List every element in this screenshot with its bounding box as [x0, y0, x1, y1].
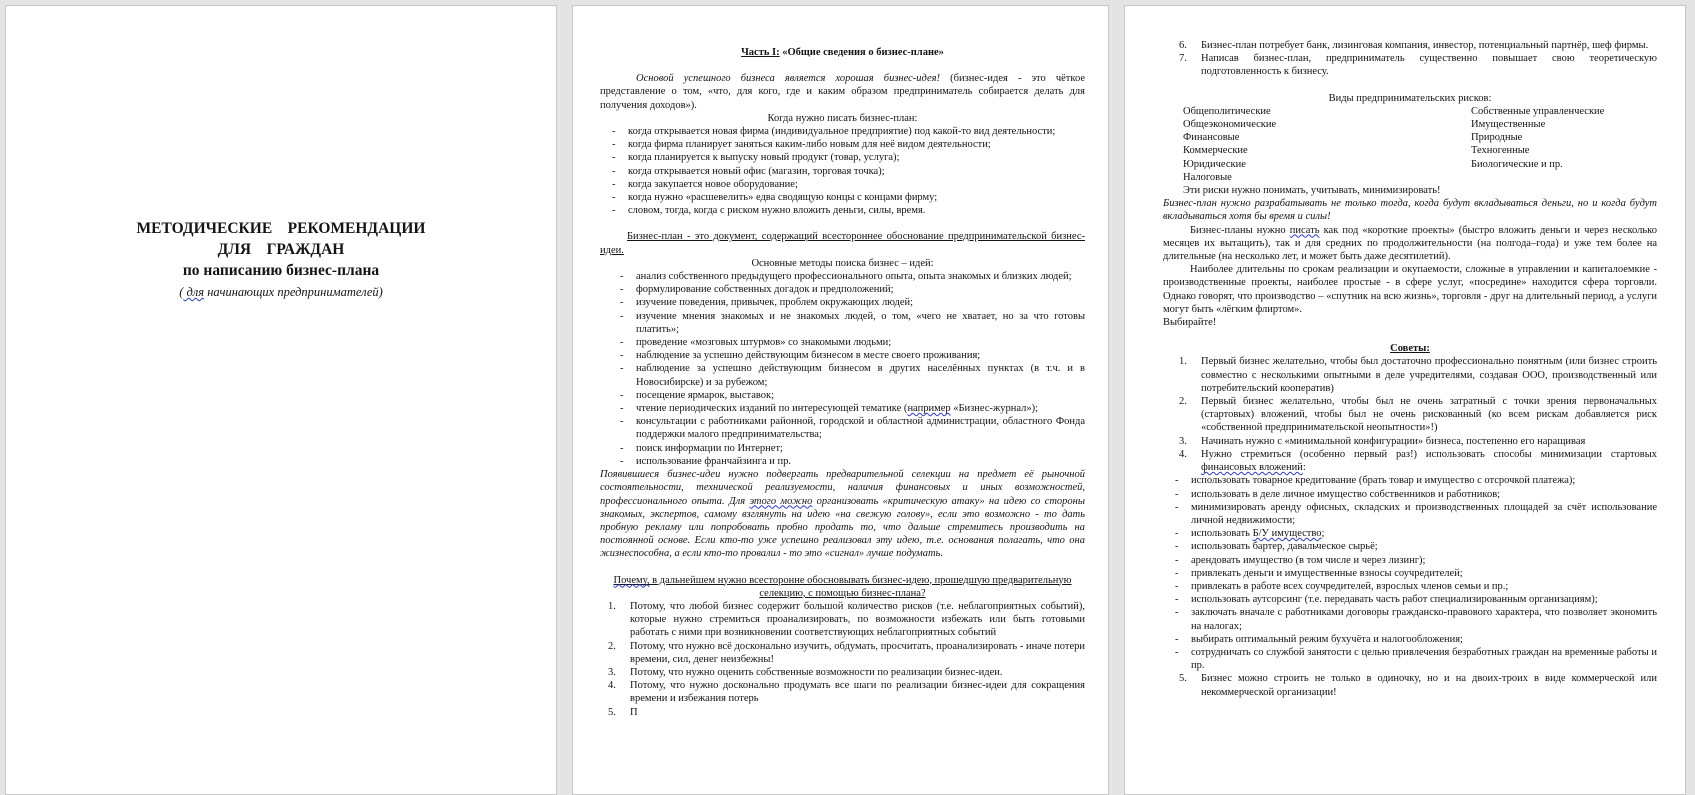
list-item-text: когда открывается новая фирма (индивидуальное предприятие) под какой-то вид деятельности; [628, 126, 1056, 138]
list-item-text: когда открывается новый офис (магазин, торговая точка); [628, 165, 885, 177]
title-line-2: ДЛЯ ГРАЖДАН [217, 241, 345, 258]
dash-marker: - [612, 139, 616, 151]
numbered-item [608, 640, 1085, 666]
list-item [612, 165, 1085, 178]
number-marker: 4. [1179, 448, 1187, 460]
list-item [612, 125, 1085, 138]
list-item-text: привлекать деньги и имущественные взносы соучредителей; [1191, 567, 1463, 579]
list-item-text: использование франчайзинга и пр. [636, 455, 791, 467]
list-item-text: когда фирма планирует заняться каким-либо новым для неё видом деятельности; [628, 139, 991, 151]
text-segment: использовать [1191, 528, 1253, 540]
text-segment: : [1302, 462, 1306, 474]
list-item-text: проведение «мозговых штурмов» со знакомыми людьми; [636, 337, 892, 349]
risk-type: Собственные управленческие [1471, 105, 1605, 117]
numbered-item [1179, 52, 1657, 78]
list-item-text: использовать аутсорсинг (т.е. передавать часть работ специализированным организациям); [1191, 594, 1598, 606]
list-item [620, 336, 1085, 349]
list-item [620, 442, 1085, 455]
subtitle-rest: начинающих предпринимателей) [204, 285, 383, 299]
numbered-item [1179, 395, 1657, 435]
list-item-text: наблюдение за успешно действующим бизнесом в других населённых пунктах (в т.ч. и в Новосибирске) и за рубежом; [636, 363, 1085, 388]
list-item [620, 455, 1085, 468]
risk-type: Биологические и пр. [1471, 158, 1563, 170]
list-item-text: минимизировать аренду офисных, складских и производственных площадей за счёт использование личной недвижимости; [1191, 501, 1657, 526]
dash-marker: - [620, 350, 624, 362]
risks-note: Эти риски нужно понимать, учитывать, минимизировать! [1183, 185, 1441, 197]
numbered-item [1179, 39, 1657, 52]
list-item [1175, 633, 1657, 646]
dash-marker: - [1175, 488, 1179, 500]
numbered-item [608, 679, 1085, 705]
list-item [1175, 554, 1657, 567]
numbered-item-text: Потому, что нужно всё досконально изучить, обдумать, просчитать, проанализировать - иначе потери времени, сил, денег неизбежны! [630, 640, 1085, 665]
dash-marker: - [612, 165, 616, 177]
dash-marker: - [1175, 567, 1179, 579]
numbered-item-text: Первый бизнес желательно, чтобы был достаточно профессионально понятным (или бизнес строить совместно с несколькими опытными в деле учредителями, создавая ООО, производственный или потребительский кооператив) [1201, 356, 1657, 394]
numbered-item-text: Бизнес-план потребует банк, лизинговая компания, инвестор, потенциальный партнёр, шеф фирмы. [1201, 40, 1649, 51]
number-marker: 2. [1179, 396, 1187, 408]
risk-type: Коммерческие [1183, 145, 1248, 157]
number-marker: 1. [1179, 356, 1187, 368]
title-subtitle [6, 283, 556, 301]
page-2[interactable] [572, 5, 1109, 795]
dash-marker: - [620, 403, 624, 415]
risks-left-column [1183, 105, 1471, 184]
numbered-item-text: Начинать нужно с «минимальной конфигурации» бизнеса, постепенно его наращивая [1201, 435, 1586, 447]
title-line-3: по написанию бизнес-плана [182, 262, 380, 279]
list-item-text: сотрудничать со службой занятости с целью привлечения безработных граждан на временные работы и пр. [1191, 646, 1657, 672]
develop-paragraph: Бизнес-план нужно разрабатывать не только тогда, когда будут вкладываться деньги, но и когда будут вкладываться хотя бы время и силы! [1163, 198, 1657, 223]
text-segment: организовать «критическую атаку» на идею со стороны знакомых, экспертов, самому взглянуть на идею «на свежую голову», если это возможно - то дать пробную рекламу или попробовать пробно продать то, что дальше стремитесь производить на постоянной основе. Если кто-то уже успешно реализовал эту идею, т.е. основания полагать, что она жизнеспособна, а если кто-то провалил - то это «сигнал» лучше подумать. [600, 495, 1085, 560]
advice-list-end [1163, 672, 1657, 698]
risk-type: Техногенные [1471, 145, 1530, 157]
minimize-list [1163, 474, 1657, 672]
list-item [1175, 488, 1657, 501]
list-item [620, 415, 1085, 441]
list-item-text: формулирование собственных догадок и предположений; [636, 284, 894, 296]
numbered-item-text: Бизнес можно строить не только в одиночку, но и на двоих-троих в виде коммерческой или некоммерческой организации! [1201, 673, 1657, 698]
number-marker: 7. [1179, 53, 1187, 65]
number-marker: 5. [1179, 673, 1187, 685]
list-item-text: когда нужно «расшевелить» едва сводящую концы с концами фирму; [628, 192, 938, 204]
list-item-text: изучение мнения знакомых и не знакомых людей, о том, «чего не хватает, но за что готовы платить»; [636, 310, 1085, 335]
risk-type: Налоговые [1183, 171, 1232, 183]
methods-heading: Основные методы поиска бизнес – идей: [751, 257, 934, 269]
advice-list [1163, 355, 1657, 474]
numbered-item [1179, 448, 1657, 474]
part1-heading-number: Часть I: [741, 47, 780, 58]
list-item-text: привлекать в работе всех соучредителей, взрослых членов семьи и пр.; [1191, 580, 1509, 592]
risks-table [1163, 105, 1657, 184]
list-item [620, 270, 1085, 283]
dash-marker: - [1175, 607, 1179, 619]
dash-marker: - [620, 271, 624, 283]
dash-marker: - [1175, 554, 1179, 566]
numbered-item [1179, 355, 1657, 395]
number-marker: 2. [608, 640, 616, 652]
subtitle-spellcheck-word: для [183, 285, 205, 299]
list-item [1175, 646, 1657, 672]
risks-right-column [1471, 105, 1657, 184]
list-item-text: использовать бартер, давальческое сырьё; [1191, 541, 1378, 553]
dash-marker: - [612, 192, 616, 204]
numbered-item-text: Потому, что любой бизнес содержит большой количество рисков (т.е. неблагоприятных событий), которые нужно стремиться проанализировать, по возможности избежать или быть готовыми работать с ними при возникновении соответствующих неблагоприятных событий [630, 600, 1085, 639]
list-item [612, 204, 1085, 217]
risks-heading: Виды предпринимательских рисков: [1328, 92, 1492, 104]
text-segment: ; [1321, 528, 1325, 540]
dash-marker: - [620, 442, 624, 454]
numbered-item-text: Написав бизнес-план, предприниматель существенно повышает свою теоретическую подготовленность к бизнесу. [1201, 53, 1657, 78]
text-segment: Бизнес-планы нужно [1190, 224, 1290, 236]
business-plan-definition: Бизнес-план - это документ, содержащий всестороннее обоснование предпринимательской бизнес-идеи. [600, 231, 1085, 256]
grammar-check-words: этого можно [749, 495, 813, 507]
text-segment: чтение периодических изданий по интересующей тематике ( [636, 403, 908, 415]
dash-marker: - [1175, 501, 1179, 513]
intro-italic-part: Основой успешного бизнеса является хорошая бизнес-идея! [636, 73, 941, 85]
dash-marker: - [1175, 594, 1179, 606]
list-item [620, 389, 1085, 402]
numbered-item [1179, 435, 1657, 448]
write-paragraph [1163, 224, 1657, 264]
risk-type: Имущественные [1471, 119, 1546, 131]
list-item [620, 349, 1085, 362]
list-item [612, 151, 1085, 164]
numbered-item-text: П [630, 706, 638, 718]
dash-marker: - [1175, 633, 1179, 645]
list-item-text: когда планируется к выпуску новый продукт (товар, услуга); [628, 152, 900, 164]
numbered-item-text: Первый бизнес желательно, чтобы был не очень затратный с точки зрения первоначальных (стартовых) вложений, чтобы был не очень рискованный (ко всем рискам добавляется риск «собственной предпринимательской неопытности»!) [1201, 396, 1657, 434]
list-item-text [636, 402, 1085, 415]
why-heading-rest: в дальнейшем нужно всесторонне обосновывать бизнес-идею, прошедшую предварительную селекцию, с помощью бизнес-плана? [649, 574, 1072, 599]
spellcheck-word: например [907, 403, 951, 415]
page-1[interactable] [5, 5, 557, 795]
dash-marker: - [620, 455, 624, 467]
dash-marker: - [1175, 580, 1179, 592]
intro-regular-part: (бизнес-идея - это чёткое представление о том, «что, для кого, где и каким образом предприниматель собирается делать для получения доходов»). [600, 73, 1085, 111]
dash-marker: - [612, 152, 616, 164]
grammar-check-word: Почему, [613, 574, 650, 586]
list-item [620, 362, 1085, 388]
list-item [1175, 593, 1657, 606]
dash-marker: - [1175, 646, 1179, 658]
list-item-text: когда закупается новое оборудование; [628, 178, 798, 190]
dash-marker: - [612, 126, 616, 138]
list-item [620, 402, 1085, 415]
list-item [1175, 540, 1657, 553]
when-heading: Когда нужно писать бизнес-план: [767, 112, 918, 124]
numbered-item [1179, 672, 1657, 698]
dash-marker: - [620, 284, 624, 296]
list-item [612, 178, 1085, 191]
list-item [612, 191, 1085, 204]
when-list [600, 125, 1085, 217]
grammar-check-words: финансовых вложений [1201, 462, 1303, 474]
list-item [1175, 567, 1657, 580]
number-marker: 3. [608, 666, 616, 678]
part1-heading-title: «Общие сведения о бизнес-плане» [779, 47, 944, 58]
list-item-text: изучение поведения, привычек, проблем окружающих людей; [636, 297, 914, 309]
list-item-text: арендовать имущество (в том числе и через лизинг); [1191, 554, 1426, 566]
list-item-text: наблюдение за успешно действующим бизнесом в месте своего проживания; [636, 350, 981, 362]
intro-paragraph [600, 72, 1085, 112]
numbered-item-text [1201, 448, 1657, 474]
list-item [1175, 474, 1657, 487]
document-title-block [6, 218, 556, 301]
why-heading [600, 574, 1085, 600]
list-item-text: выбирать оптимальный режим бухучёта и налогообложения; [1191, 633, 1463, 645]
text-segment: Появившиеся бизнес-идеи нужно подвергать предварительной селекции на предмет её рыночной состоятельности, технической реализуемости, наличия финансовых и иных возможностей, профессионального опыта. Для [600, 469, 1085, 507]
spellcheck-word: писать [1289, 224, 1320, 236]
choose-line: Выбирайте! [1163, 317, 1217, 329]
list-item-text: консультации с работниками районной, городской и областной администрации, областного Фонда поддержки малого предпринимательства; [636, 416, 1085, 441]
subtitle-open: ( [179, 285, 184, 299]
list-item [620, 296, 1085, 309]
spellcheck-word: Б/У имущество [1252, 528, 1322, 540]
list-item [1175, 580, 1657, 593]
list-item [620, 283, 1085, 296]
list-item [1175, 501, 1657, 527]
title-line-1: МЕТОДИЧЕСКИЕ РЕКОМЕНДАЦИИ [136, 220, 426, 237]
text-segment: «Бизнес-журнал»); [950, 403, 1039, 415]
numbered-item-text: Потому, что нужно оценить собственные возможности по реализации бизнес-идеи. [630, 666, 1003, 678]
number-marker: 6. [1179, 40, 1187, 51]
duration-paragraph: Наиболее длительны по срокам реализации и окупаемости, сложные в управлении и капиталоемкие - производственные проекты, наиболее простые - в сфере услуг, «посредине» находится сфера торговли. Однако говорят, что производство – «спутник на всю жизнь», торговля - друг на длительный период, а услуги могут быть «лёгким флиртом». [1163, 264, 1657, 315]
numbered-item [608, 666, 1085, 679]
dash-marker: - [620, 363, 624, 375]
list-item-text: анализ собственного предыдущего профессионального опыта, опыта знакомых и близких людей; [636, 271, 1072, 283]
list-item-text: использовать товарное кредитование (брать товар и имущество с отсрочкой платежа); [1191, 475, 1576, 487]
dash-marker: - [612, 205, 616, 217]
risk-type: Природные [1471, 132, 1523, 144]
part1-heading [600, 46, 1085, 59]
numbered-item [608, 706, 1085, 719]
dash-marker: - [1175, 541, 1179, 553]
methods-list [600, 270, 1085, 468]
list-item-text: использовать в деле личное имущество собственников и работников; [1191, 488, 1501, 500]
dash-marker: - [620, 310, 624, 322]
dash-marker: - [1175, 475, 1179, 487]
list-item-text [1191, 527, 1657, 540]
list-item-text: заключать вначале с работниками договоры гражданско-правового характера, что позволяет экономить на налогах; [1191, 607, 1657, 632]
page-3[interactable] [1124, 5, 1686, 795]
advice-heading: Советы: [1390, 343, 1430, 355]
dash-marker: - [620, 297, 624, 309]
risk-type: Общеполитические [1183, 105, 1271, 117]
dash-marker: - [1175, 528, 1179, 540]
list-item-text: посещение ярмарок, выставок; [636, 389, 775, 401]
selection-paragraph [600, 468, 1085, 560]
dash-marker: - [620, 416, 624, 428]
numbered-item [608, 600, 1085, 640]
list-item-text: поиск информации по Интернет; [636, 442, 783, 454]
risk-type: Юридические [1183, 158, 1246, 170]
number-marker: 4. [608, 680, 616, 692]
dash-marker: - [620, 337, 624, 349]
number-marker: 1. [608, 600, 616, 612]
risk-type: Общеэкономические [1183, 119, 1277, 131]
number-marker: 3. [1179, 435, 1187, 447]
list-item [620, 310, 1085, 336]
dash-marker: - [620, 389, 624, 401]
list-item [612, 138, 1085, 151]
list-item [1175, 527, 1657, 540]
number-marker: 5. [608, 706, 616, 718]
list-item-text: словом, тогда, когда с риском нужно вложить деньги, силы, время. [628, 205, 926, 217]
text-segment: как под «короткие проекты» (быстро вложить деньги и через несколько месяцев их вытащить), так и для средних по продолжительности (на полгода–года) и уже тем более на длительные (на несколько лет, и может быть даже десятилетий). [1163, 224, 1658, 263]
risk-type: Финансовые [1183, 132, 1240, 144]
reasons-list [600, 600, 1085, 719]
list-item [1175, 606, 1657, 632]
text-segment: Нужно стремиться (особенно первый раз!) использовать способы минимизации стартовых [1201, 448, 1657, 460]
dash-marker: - [612, 178, 616, 190]
numbered-item-text: Потому, что нужно досконально продумать все шаги по реализации бизнес-идеи для сокращения времени и избежания потерь [630, 680, 1085, 705]
continued-list [1163, 39, 1657, 79]
